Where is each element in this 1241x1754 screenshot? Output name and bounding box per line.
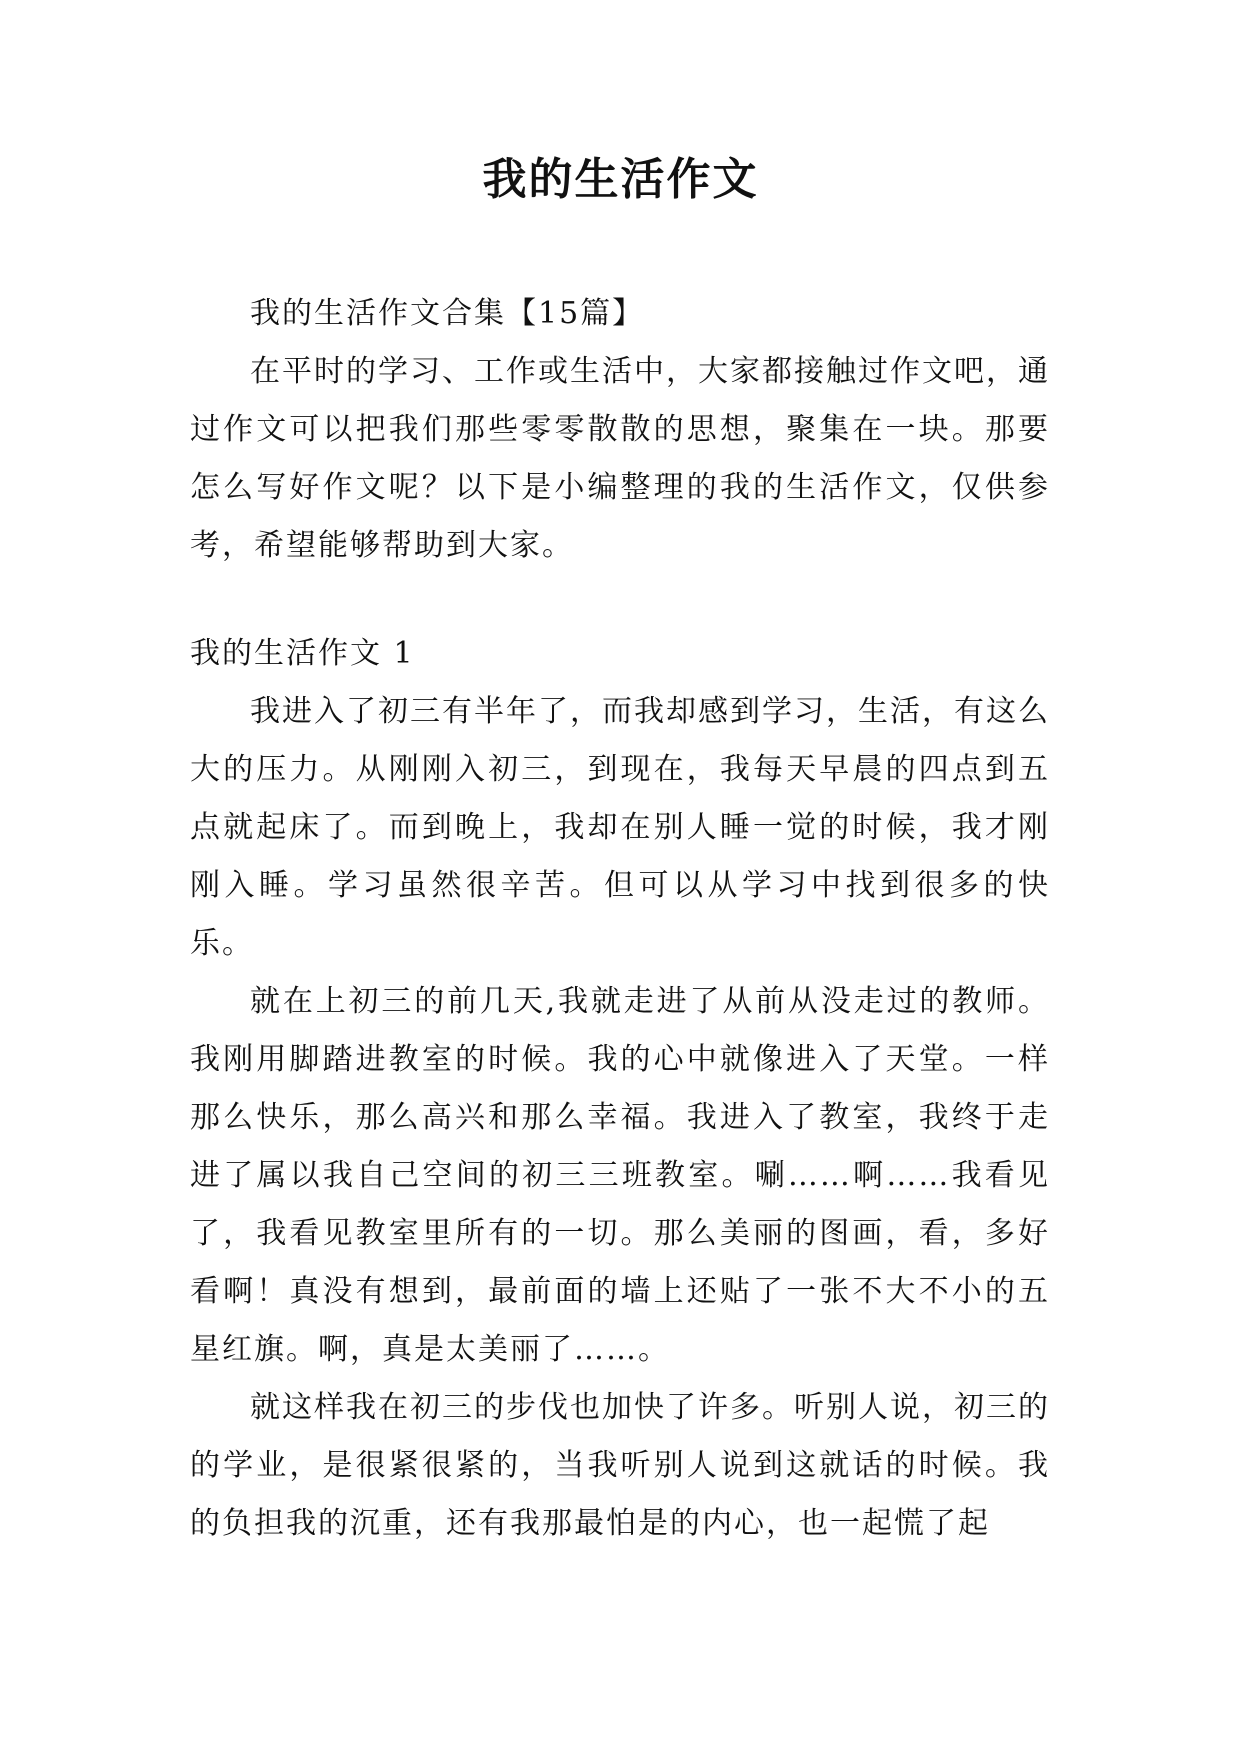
document-title: 我的生活作文 (482, 154, 759, 205)
document-body (190, 285, 1050, 1553)
essay-paragraph-3: 就这样我在初三的步伐也加快了许多。听别人说，初三的的学业，是很紧很紧的，当我听别人说到这就话的时候。我的负担我的沉重，还有我那最怕是的内心，也一起慌了起 (190, 1390, 1050, 1541)
intro-paragraph: 在平时的学习、工作或生活中，大家都接触过作文吧，通过作文可以把我们那些零零散散的思想，聚集在一块。那要怎么写好作文呢？以下是小编整理的我的生活作文，仅供参考，希望能够帮助到大家。 (190, 354, 1050, 563)
section-heading: 我的生活作文 1 (190, 636, 415, 671)
essay-paragraph-2: 就在上初三的前几天,我就走进了从前从没走过的教师。我刚用脚踏进教室的时候。我的心中就像进入了天堂。一样那么快乐，那么高兴和那么幸福。我进入了教室，我终于走进了属以我自己空间的初三三班教室。唰……啊……我看见了，我看见教室里所有的一切。那么美丽的图画，看，多好看啊！真没有想到，最前面的墙上还贴了一张不大不小的五星红旗。啊，真是太美丽了……。 (190, 984, 1050, 1367)
essay-paragraph-1: 我进入了初三有半年了，而我却感到学习，生活，有这么大的压力。从刚刚入初三，到现在，我每天早晨的四点到五点就起床了。而到晚上，我却在别人睡一觉的时候，我才刚刚入睡。学习虽然很辛苦。但可以从学习中找到很多的快乐。 (190, 694, 1050, 961)
collection-subtitle: 我的生活作文合集【15篇】 (250, 296, 645, 331)
